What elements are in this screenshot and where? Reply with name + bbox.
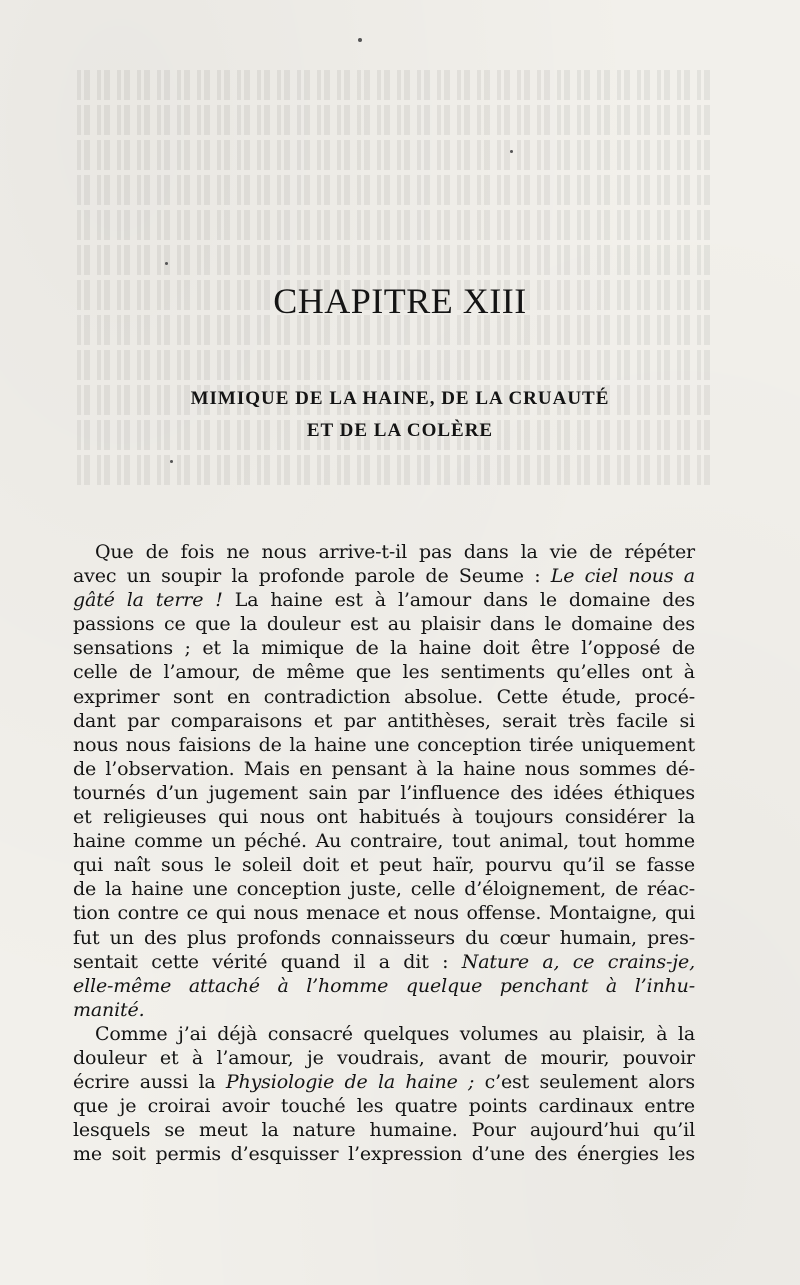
text-segment: La haine est à l’amour dans le domaine des [222, 589, 695, 612]
italic-text: manité. [73, 998, 145, 1021]
chapter-title: CHAPITRE XIII [273, 281, 527, 321]
text-segment: c’est seulement alors [474, 1071, 696, 1094]
text-segment: Que de fois ne nous arrive-t-il pas dans la vie de répéter [95, 541, 695, 563]
text-line [73, 1118, 695, 1142]
text-segment: fut un des plus profonds connaisseurs du cœur humain, pres- [73, 926, 695, 949]
text-line [73, 901, 695, 925]
text-segment: haine comme un péché. Au contraire, tout animal, tout homme [73, 830, 695, 853]
text-line [73, 853, 695, 877]
text-line [73, 709, 695, 733]
text-line [73, 805, 695, 829]
text-segment: exprimer sont en contradiction absolue. Cette étude, procé- [73, 685, 695, 708]
text-line [73, 564, 695, 588]
text-line [73, 757, 695, 781]
italic-text: gâté la terre ! [73, 589, 223, 612]
text-segment: que je croirai avoir touché les quatre points cardinaux entre [73, 1095, 695, 1118]
text-line [73, 950, 695, 974]
text-line [73, 540, 695, 564]
text-line [73, 612, 695, 636]
chapter-subtitle-line1: MIMIQUE DE LA HAINE, DE LA CRUAUTÉ [190, 388, 610, 409]
text-segment: sensations ; et la mimique de la haine doit être l’opposé de [73, 637, 695, 660]
text-line [73, 588, 695, 612]
text-line [73, 1022, 695, 1046]
text-segment: qui naît sous le soleil doit et peut haïr, pourvu qu’il se fasse [73, 854, 695, 877]
italic-text: Le ciel nous a [550, 565, 695, 588]
text-line [73, 877, 695, 901]
text-segment: celle de l’amour, de même que les sentiments qu’elles ont à [73, 661, 695, 684]
text-segment: de l’observation. Mais en pensant à la haine nous sommes dé- [73, 757, 695, 780]
text-line [73, 660, 695, 684]
text-line [73, 998, 695, 1022]
ink-speck [358, 38, 362, 42]
text-segment: douleur et à l’amour, je voudrais, avant de mourir, pouvoir [73, 1046, 695, 1069]
text-line [73, 1094, 695, 1118]
text-line [73, 685, 695, 709]
body-text [73, 540, 695, 1166]
text-line [73, 781, 695, 805]
text-segment: écrire aussi la [73, 1071, 226, 1094]
text-line [73, 636, 695, 660]
text-segment: de la haine une conception juste, celle d’éloignement, de réac- [73, 878, 695, 901]
text-line [73, 829, 695, 853]
text-segment: nous nous faisions de la haine une conception tirée uniquement [73, 733, 695, 756]
text-line [73, 974, 695, 998]
text-segment: tion contre ce qui nous menace et nous offense. Montaigne, qui [73, 902, 695, 925]
text-segment: avec un soupir la profonde parole de Seume : [73, 565, 551, 588]
text-line [73, 1046, 695, 1070]
text-line [73, 1142, 695, 1166]
ink-speck [170, 460, 173, 463]
text-line [73, 733, 695, 757]
text-segment: tournés d’un jugement sain par l’influence des idées éthiques [73, 781, 695, 804]
text-segment: me soit permis d’esquisser l’expression d’une des énergies les [73, 1143, 695, 1166]
text-segment: passions ce que la douleur est au plaisir dans le domaine des [73, 613, 695, 636]
text-line [73, 926, 695, 950]
text-segment: dant par comparaisons et par antithèses, serait très facile si [73, 709, 695, 732]
ink-speck [510, 150, 513, 153]
ink-speck [165, 262, 168, 265]
text-line [73, 1070, 695, 1094]
italic-text: Physiologie de la haine ; [225, 1071, 475, 1094]
italic-text: Nature a, ce crains-je, [461, 950, 695, 973]
text-segment: et religieuses qui nous ont habitués à toujours considérer la [73, 806, 695, 829]
text-segment: lesquels se meut la nature humaine. Pour aujourd’hui qu’il [73, 1119, 695, 1142]
text-segment: sentait cette vérité quand il a dit : [73, 950, 462, 973]
text-segment: Comme j’ai déjà consacré quelques volumes au plaisir, à la [95, 1022, 695, 1045]
chapter-subtitle-line2: ET DE LA COLÈRE [306, 420, 494, 441]
italic-text: elle-même attaché à l’homme quelque penchant à l’inhu- [73, 974, 695, 997]
